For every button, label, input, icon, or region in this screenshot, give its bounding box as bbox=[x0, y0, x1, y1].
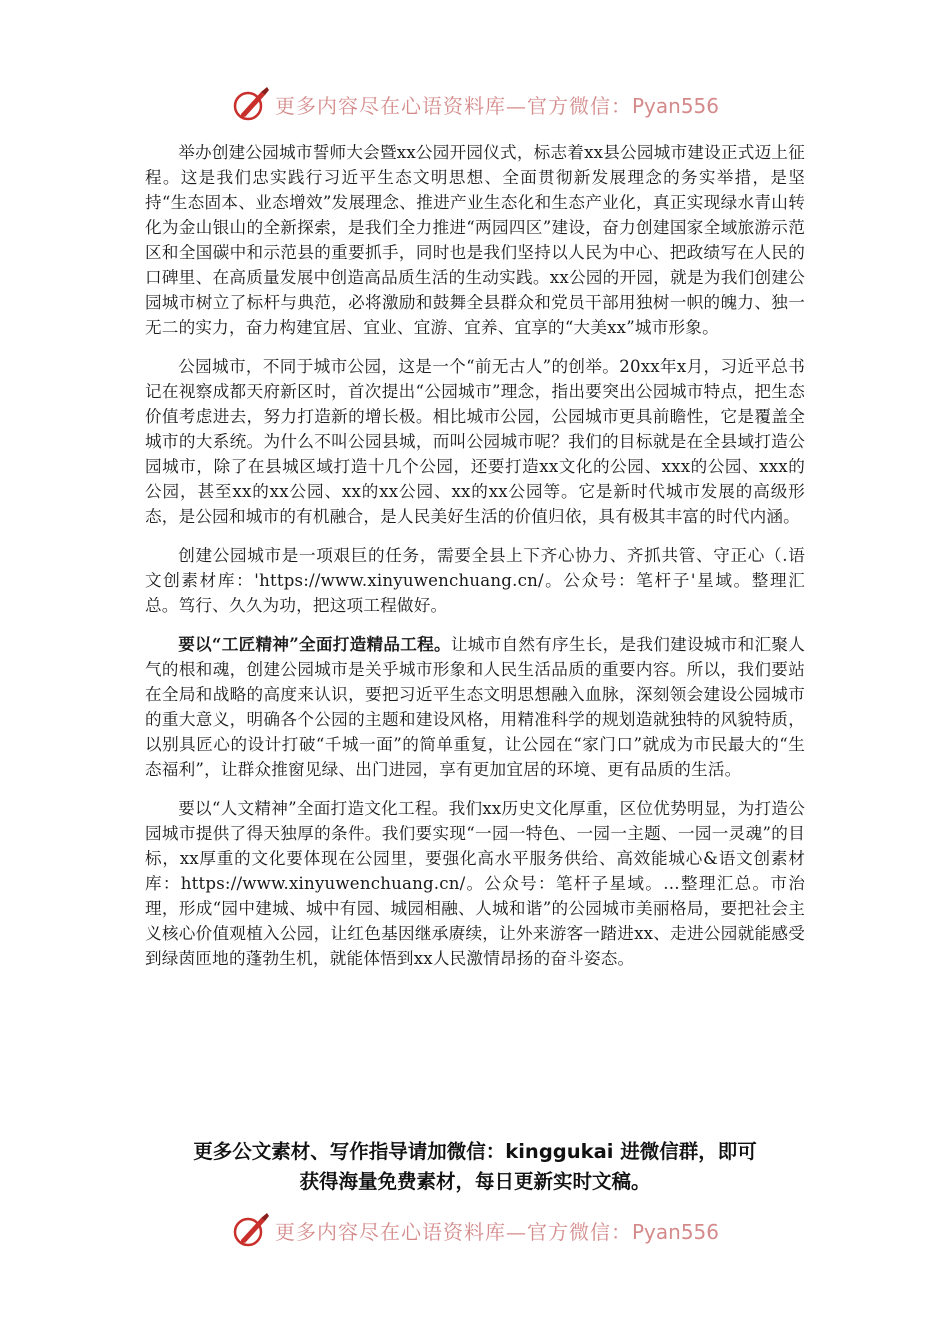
paragraph-3 bbox=[145, 543, 805, 618]
banner-slogan: 更多内容尽在心语资料库—官方微信： bbox=[274, 93, 632, 118]
footer-banner bbox=[0, 1208, 950, 1252]
paragraph-5 bbox=[145, 796, 805, 971]
paragraph-2 bbox=[145, 354, 805, 529]
footer-note-line-1: 更多公文素材、写作指导请加微信：kinggukai 进微信群，即可 bbox=[193, 1140, 757, 1163]
banner-wechat-id: Pyan556 bbox=[631, 93, 719, 118]
banner-text bbox=[275, 1216, 719, 1245]
paragraph-3-text: 创建公园城市是一项艰巨的任务，需要全县上下齐心协力、齐抓共管、守正心（.语文创素材库：'https://www.xinyuwenchuang.cn/。公众号：笔杆子'星域。整理汇总。笃行、久久为功，把这项工程做好。 bbox=[145, 546, 805, 615]
banner-slogan: 更多内容尽在心语资料库—官方微信： bbox=[274, 1219, 632, 1244]
paragraph-4-text: 让城市自然有序生长，是我们建设城市和汇聚人气的根和魂，创建公园城市是关乎城市形象和人民生活品质的重要内容。所以，我们要站在全局和战略的高度来认识，要把习近平生态文明思想融入血脉，深刻领会建设公园城市的重大意义，明确各个公园的主题和建设风格，用精准科学的规划造就独特的风貌特质，以别具匠心的设计打破“千城一面”的简单重复，让公园在“家门口”就成为市民最大的“生态福利”，让群众推窗见绿、出门进园，享有更加宜居的环境、更有品质的生活。 bbox=[145, 635, 805, 779]
paragraph-4-lead: 要以“工匠精神”全面打造精品工程。 bbox=[178, 634, 451, 654]
paragraph-2-text: 公园城市，不同于城市公园，这是一个“前无古人”的创举。20xx年x月，习近平总书记在视察成都天府新区时，首次提出“公园城市”理念，指出要突出公园城市特点，把生态价值考虑进去，努力打造新的增长极。相比城市公园，公园城市更具前瞻性，它是覆盖全城市的大系统。为什么不叫公园县城，而叫公园城市呢？我们的目标就是在全县域打造公园城市，除了在县城区域打造十几个公园，还要打造xx文化的公园、xxx的公园、xxx的公园，甚至xx的xx公园、xx的xx公园、xx的xx公园等。它是新时代城市发展的高级形态，是公园和城市的有机融合，是人民美好生活的价值归依，具有极其丰富的时代内涵。 bbox=[145, 357, 805, 526]
header-banner bbox=[0, 82, 950, 126]
paragraph-4 bbox=[145, 632, 805, 782]
paragraph-5-text: 要以“人文精神”全面打造文化工程。我们xx历史文化厚重，区位优势明显，为打造公园城市提供了得天独厚的条件。我们要实现“一园一特色、一园一主题、一园一灵魂”的目标，xx厚重的文化要体现在公园里，要强化高水平服务供给、高效能城心&语文创素材库：https://www.xinyuwenchuang.cn/。公众号：笔杆子星域。…整理汇总。市治理，形成“园中建城、城中有园、城园相融、人城和谐”的公园城市美丽格局，要把社会主义核心价值观植入公园，让红色基因继承赓续，让外来游客一踏进xx、走进公园就能感受到绿茵匝地的蓬勃生机，就能体悟到xx人民激情昂扬的奋斗姿态。 bbox=[145, 799, 805, 968]
pen-circle-logo-icon bbox=[231, 1210, 271, 1250]
footer-note-line-2: 获得海量免费素材，每日更新实时文稿。 bbox=[299, 1170, 651, 1193]
paragraph-1 bbox=[145, 140, 805, 340]
paragraph-1-text: 举办创建公园城市誓师大会暨xx公园开园仪式，标志着xx县公园城市建设正式迈上征程。这是我们忠实践行习近平生态文明思想、全面贯彻新发展理念的务实举措，是坚持“生态固本、业态增效”发展理念、推进产业生态化和生态产业化，真正实现绿水青山转化为金山银山的全新探索，是我们全力推进“两园四区”建设，奋力创建国家全域旅游示范区和全国碳中和示范县的重要抓手，同时也是我们坚持以人民为中心、把政绩写在人民的口碑里、在高质量发展中创造高品质生活的生动实践。xx公园的开园，就是为我们创建公园城市树立了标杆与典范，必将激励和鼓舞全县群众和党员干部用独树一帜的魄力、独一无二的实力，奋力构建宜居、宜业、宜游、宜养、宜享的“大美xx”城市形象。 bbox=[145, 143, 805, 337]
pen-circle-logo-icon bbox=[231, 84, 271, 124]
banner-text bbox=[275, 90, 719, 119]
banner-wechat-id: Pyan556 bbox=[631, 1219, 719, 1244]
footer-note bbox=[145, 1137, 805, 1197]
document-body bbox=[145, 140, 805, 985]
